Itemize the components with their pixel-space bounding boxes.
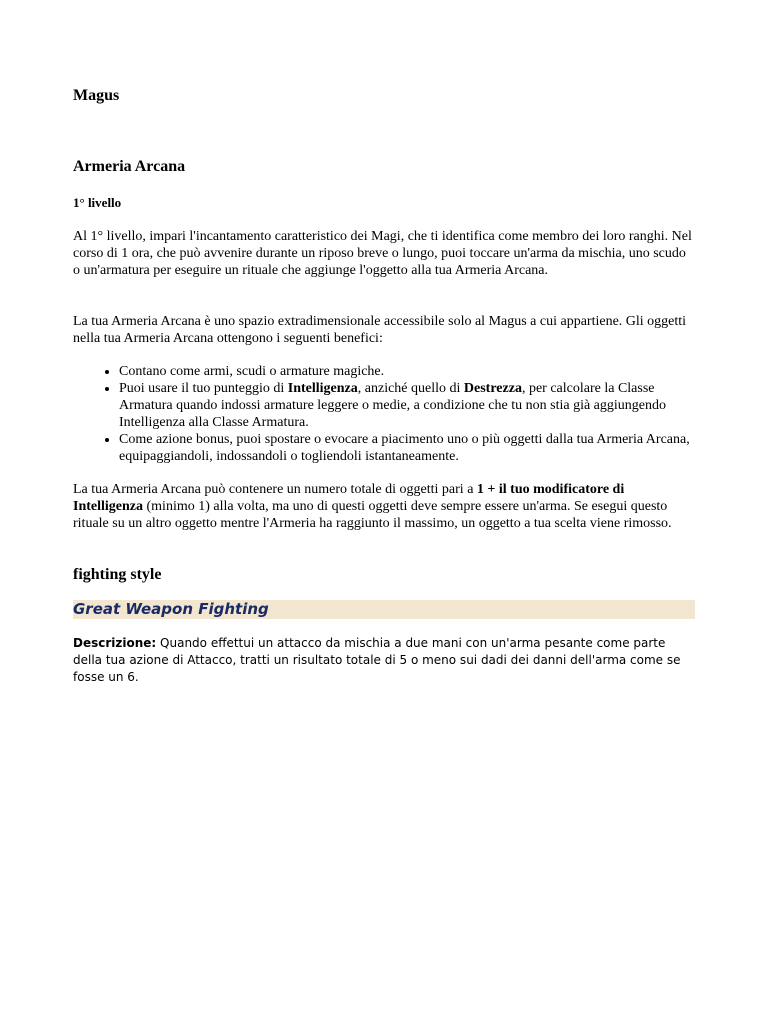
benefit-text: , per calcolare la Classe Armatura quando indossi armature leggere o medie, a condizione che tu non stia già aggiungendo Intelligenza alla Classe Armatura. bbox=[119, 381, 666, 430]
capacity-bold-formula: 1 + il tuo modificatore di Intelligenza bbox=[73, 482, 625, 514]
section-title-armeria-arcana: Armeria Arcana bbox=[73, 158, 186, 175]
benefit-bold-intelligence: Intelligenza bbox=[287, 381, 358, 396]
paragraph-armory-space: La tua Armeria Arcana è uno spazio extradimensionale accessibile solo al Magus a cui appartiene. Gli oggetti nella tua Armeria Arcana ottengono i seguenti benefici: bbox=[73, 314, 687, 346]
benefit-bold-dexterity: Destrezza bbox=[463, 381, 522, 396]
description-text: Quando effettui un attacco da mischia a due mani con un'arma pesante come parte della tua azione di Attacco, tratti un risultato totale di 5 o meno sui dadi dei danni dell'arma come se fosse un 6. bbox=[73, 636, 681, 684]
great-weapon-fighting-title: Great Weapon Fighting bbox=[73, 600, 269, 618]
list-item-magic-items: • Contano come armi, scudi o armature magiche. bbox=[119, 363, 693, 380]
great-weapon-fighting-description bbox=[73, 635, 695, 686]
benefit-text: Puoi usare il tuo punteggio di bbox=[119, 381, 288, 396]
description-label: Descrizione: bbox=[73, 636, 157, 650]
great-weapon-fighting-banner bbox=[73, 600, 695, 619]
capacity-text: La tua Armeria Arcana può contenere un numero totale di oggetti pari a bbox=[73, 482, 477, 497]
paragraph-capacity bbox=[73, 481, 693, 532]
list-item-armor-class bbox=[119, 380, 693, 431]
capacity-text: (minimo 1) alla volta, ma uno di questi oggetti deve sempre essere un'arma. Se esegui questo rituale su un altro oggetto mentre l'Armeria ha raggiunto il massimo, un oggetto a tua scelta viene rimosso. bbox=[73, 499, 672, 531]
paragraph-intro: Al 1° livello, impari l'incantamento caratteristico dei Magi, che ti identifica come membro dei loro ranghi. Nel corso di 1 ora, che può avvenire durante un riposo breve o lungo, puoi toccare un'arma da mischia, uno scudo o un'armatura per eseguire un rituale che aggiunge l'oggetto alla tua Armeria Arcana. bbox=[73, 229, 692, 278]
level-heading: 1° livello bbox=[73, 195, 122, 210]
benefits-list bbox=[73, 363, 693, 465]
page-title: Magus bbox=[73, 87, 120, 104]
list-item-bonus-action: • Come azione bonus, puoi spostare o evocare a piacimento uno o più oggetti dalla tua Armeria Arcana, equipaggiandoli, indossandoli o togliendoli istantaneamente. bbox=[119, 431, 693, 465]
benefit-text: , anziché quello di bbox=[357, 381, 464, 396]
fighting-style-heading: fighting style bbox=[73, 566, 162, 583]
